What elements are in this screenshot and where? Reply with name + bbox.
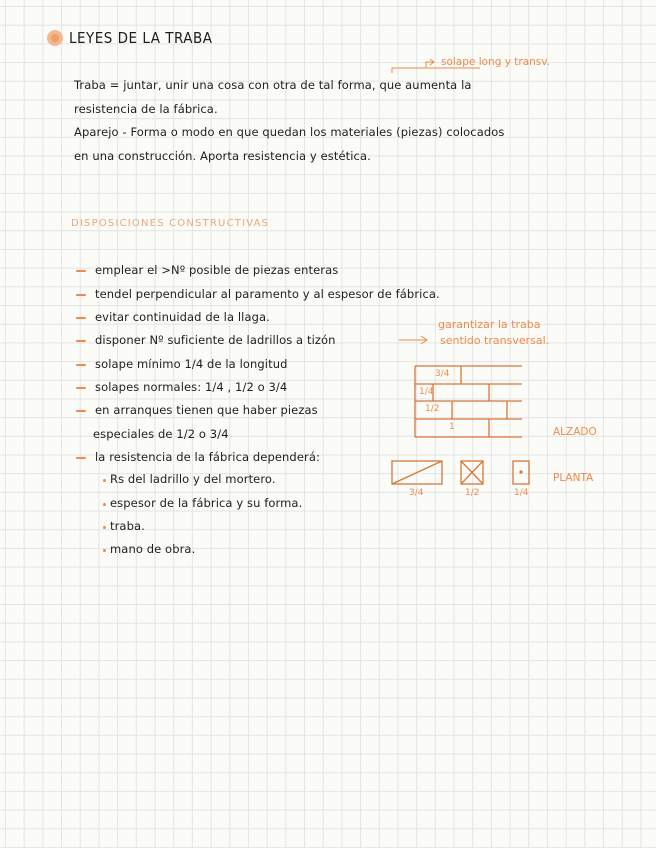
definition-line-2: resistencia de la fábrica. [74, 102, 218, 116]
alzado-fraction-1: 1 [449, 422, 455, 432]
bullet-item-7-continued: especiales de 1/2 o 3/4 [93, 427, 229, 441]
page-title: LEYES DE LA TRABA [69, 29, 213, 47]
alzado-fraction-1-4: 1/4 [419, 387, 434, 397]
definition-line-4: en una construcción. Aporta resistencia y estética. [74, 149, 371, 163]
alzado-fraction-3-4: 3/4 [435, 369, 450, 379]
sub-bullet-2: espesor de la fábrica y su forma. [110, 496, 303, 510]
alzado-fraction-1-2: 1/2 [425, 404, 440, 414]
bullet-item-4: disponer Nº suficiente de ladrillos a tizón [95, 333, 336, 347]
side-note-line-1: garantizar la traba [438, 318, 541, 331]
bullet-item-1: emplear el >Nº posible de piezas enteras [95, 263, 339, 277]
sub-bullet-4: mano de obra. [110, 542, 196, 556]
bullet-item-2: tendel perpendicular al paramento y al espesor de fábrica. [95, 287, 440, 301]
alzado-label: ALZADO [553, 426, 597, 438]
bullet-item-5: solape mínimo 1/4 de la longitud [95, 357, 288, 371]
planta-fraction-1-2: 1/2 [465, 488, 480, 498]
definition-line-3: Aparejo - Forma o modo en que quedan los materiales (piezas) colocados [74, 125, 505, 139]
annotation-solape: solape long y transv. [441, 56, 550, 68]
sub-bullet-3: traba. [110, 519, 145, 533]
bullet-item-8: la resistencia de la fábrica dependerá: [95, 450, 320, 464]
definition-line-1: Traba = juntar, unir una cosa con otra de tal forma, que aumenta la [74, 78, 472, 92]
section-title: DISPOSICIONES CONSTRUCTIVAS [71, 218, 270, 229]
bullet-item-3: evitar continuidad de la llaga. [95, 310, 270, 324]
sub-bullet-1: Rs del ladrillo y del mortero. [110, 472, 276, 486]
planta-label: PLANTA [553, 472, 594, 484]
planta-fraction-1-4: 1/4 [514, 488, 529, 498]
bullet-item-7: en arranques tienen que haber piezas [95, 403, 318, 417]
side-note-line-2: sentido transversal. [440, 334, 550, 347]
planta-fraction-3-4: 3/4 [409, 488, 424, 498]
bullet-item-6: solapes normales: 1/4 , 1/2 o 3/4 [95, 380, 288, 394]
